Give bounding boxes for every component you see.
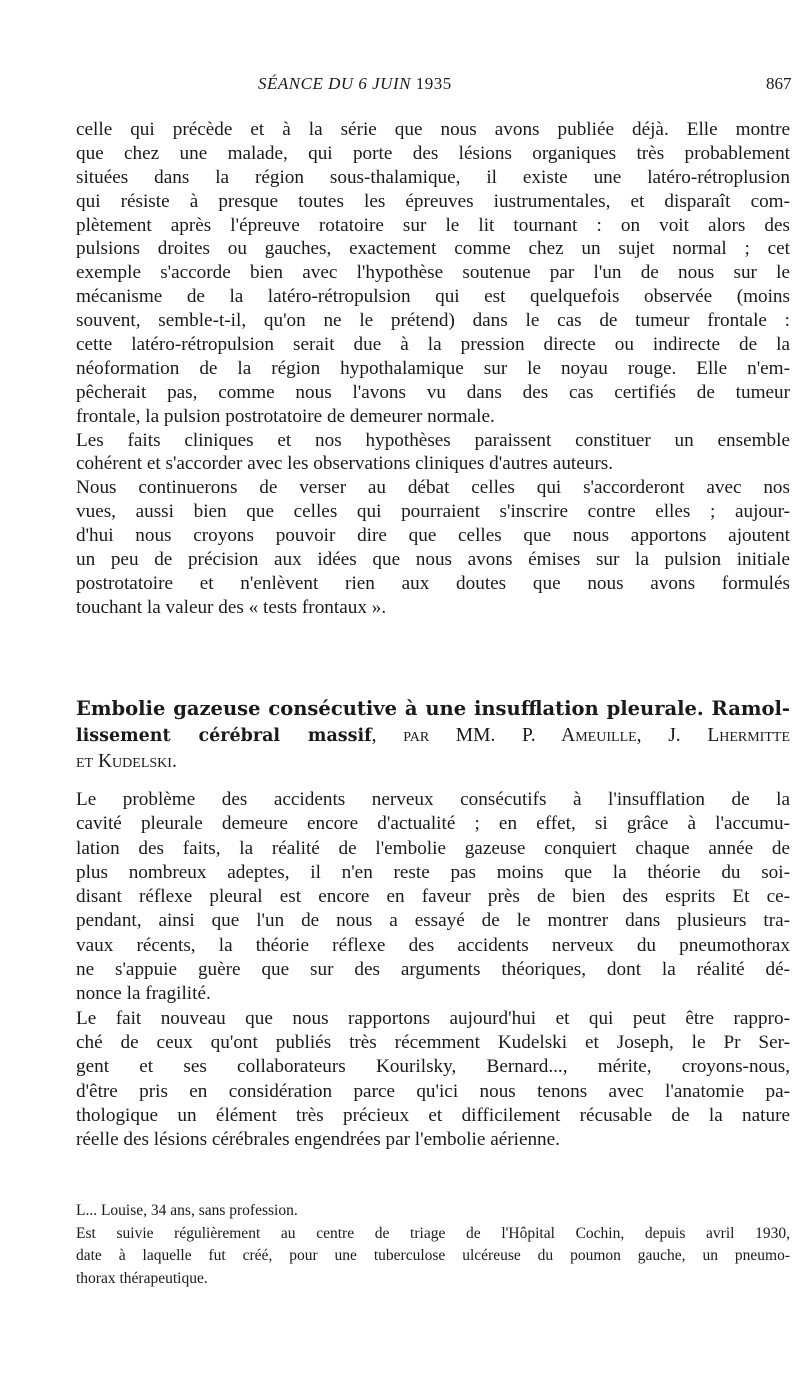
text-line: cohérent et s'accorder avec les observations cliniques d'autres auteurs. <box>76 453 614 475</box>
page-number: 867 <box>766 74 792 93</box>
text-line: ché de ceux qu'ont publiés très récemment Kudelski et Joseph, le Pr Ser- <box>76 1031 790 1053</box>
text-line: que chez une malade, qui porte des lésions organiques très probablement <box>76 142 790 164</box>
title-line-1: Embolie gazeuse consécutive à une insufflation pleurale. Ramol- <box>76 697 790 720</box>
text-line: touchant la valeur des « tests frontaux ». <box>76 596 387 618</box>
text-line: exemple s'accorde bien avec l'hypothèse soutenue par l'un de nous sur le <box>76 262 790 284</box>
text-line: frontale, la pulsion postrotatoire de demeurer normale. <box>76 405 495 427</box>
text-line: date à laquelle fut créé, pour une tuberculose ulcéreuse du poumon gauche, un pneumo- <box>76 1247 790 1264</box>
text-line: souvent, semble-t-il, qu'on ne le prétend) dans le cas de tumeur frontale : <box>76 310 790 332</box>
text-line: nonce la fragilité. <box>76 983 211 1005</box>
title-line-2-bold: lissement cérébral massif <box>76 725 372 746</box>
text-line: Nous continuerons de verser au débat celles qui s'accorderont avec nos <box>76 477 790 499</box>
text-line: réelle des lésions cérébrales engendrées par l'embolie aérienne. <box>76 1129 560 1151</box>
text-line: thorax thérapeutique. <box>76 1269 208 1287</box>
text-line: disant réflexe pleural est encore en faveur près de bien des esprits Et ce- <box>76 886 790 908</box>
text-line: qui résiste à presque toutes les épreuves iustrumentales, et disparaît com- <box>76 190 790 212</box>
text-line: vaux récents, la théorie réflexe des accidents nerveux du pneumothorax <box>76 934 790 956</box>
text-line: situées dans la région sous-thalamique, il existe une latéro-rétroplusion <box>76 166 790 188</box>
section-2-text <box>76 788 790 1152</box>
text-line: Les faits cliniques et nos hypothèses paraissent constituer un ensemble <box>76 429 790 451</box>
text-line: pulsions droites ou gauches, exactement comme chez un sujet normal ; cet <box>76 238 790 260</box>
text-line: Est suivie régulièrement au centre de triage de l'Hôpital Cochin, depuis avril 1930, <box>76 1224 790 1242</box>
text-line: d'être pris en considération parce qu'ici nous tenons avec l'anatomie pa- <box>76 1080 790 1102</box>
text-line: pendant, ainsi que l'un de nous a essayé de le montrer dans plusieurs tra- <box>76 910 790 932</box>
text-line: Le fait nouveau que nous rapportons aujourd'hui et qui peut être rappro- <box>76 1007 790 1029</box>
session-date: SÉANCE DU 6 JUIN <box>258 74 411 93</box>
text-line: cette latéro-rétropulsion serait due à la pression directe ou indirecte de la <box>76 334 790 356</box>
text-line: gent et ses collaborateurs Kourilsky, Bernard..., mérite, croyons-nous, <box>76 1056 790 1078</box>
text-line: plus nombreux adeptes, il n'en reste pas moins que la théorie du soi- <box>76 861 790 883</box>
text-line: L... Louise, 34 ans, sans profession. <box>76 1202 298 1219</box>
text-line: postrotatoire et n'enlèvent rien aux doutes que nous avons formulés <box>76 572 790 594</box>
text-line: plètement après l'épreuve rotatoire sur le lit tournant : on voit alors des <box>76 214 790 236</box>
text-line: thologique un élément très précieux et difficilement récusable de la nature <box>76 1104 790 1126</box>
text-line: mécanisme de la latéro-rétropulsion qui est quelquefois observée (moins <box>76 286 790 308</box>
text-line: néoformation de la région hypothalamique sur le noyau rouge. Elle n'em- <box>76 357 790 379</box>
article-title <box>76 696 790 776</box>
text-line: lation des faits, la réalité de l'embolie gazeuse conquiert chaque année de <box>76 837 790 859</box>
text-line: Le problème des accidents nerveux consécutifs à l'insufflation de la <box>76 789 790 810</box>
text-line: ne s'appuie guère que sur des arguments théoriques, dont la réalité dé- <box>76 959 790 981</box>
title-line-3: et Kudelski. <box>76 751 177 772</box>
text-line: un peu de précision aux idées que nous avons émises sur la pulsion initiale <box>76 549 790 571</box>
section-1-text <box>76 118 790 620</box>
text-line: cavité pleurale demeure encore d'actualité ; en effet, si grâce à l'accumu- <box>76 813 790 835</box>
authors: , par MM. P. Ameuille, J. Lhermitte <box>371 724 790 746</box>
session-year: 1935 <box>415 74 452 93</box>
running-title <box>258 74 452 94</box>
text-line: celle qui précède et à la série que nous avons publiée déjà. Elle montre <box>76 119 790 140</box>
text-line: pêcherait pas, comme nous l'avons vu dans des cas certifiés de tumeur <box>76 381 790 403</box>
observation-text <box>76 1200 790 1290</box>
text-line: d'hui nous croyons pouvoir dire que celles que nous apportons ajoutent <box>76 525 790 547</box>
text-line: vues, aussi bien que celles qui pourraient s'inscrire contre elles ; aujour- <box>76 501 790 523</box>
